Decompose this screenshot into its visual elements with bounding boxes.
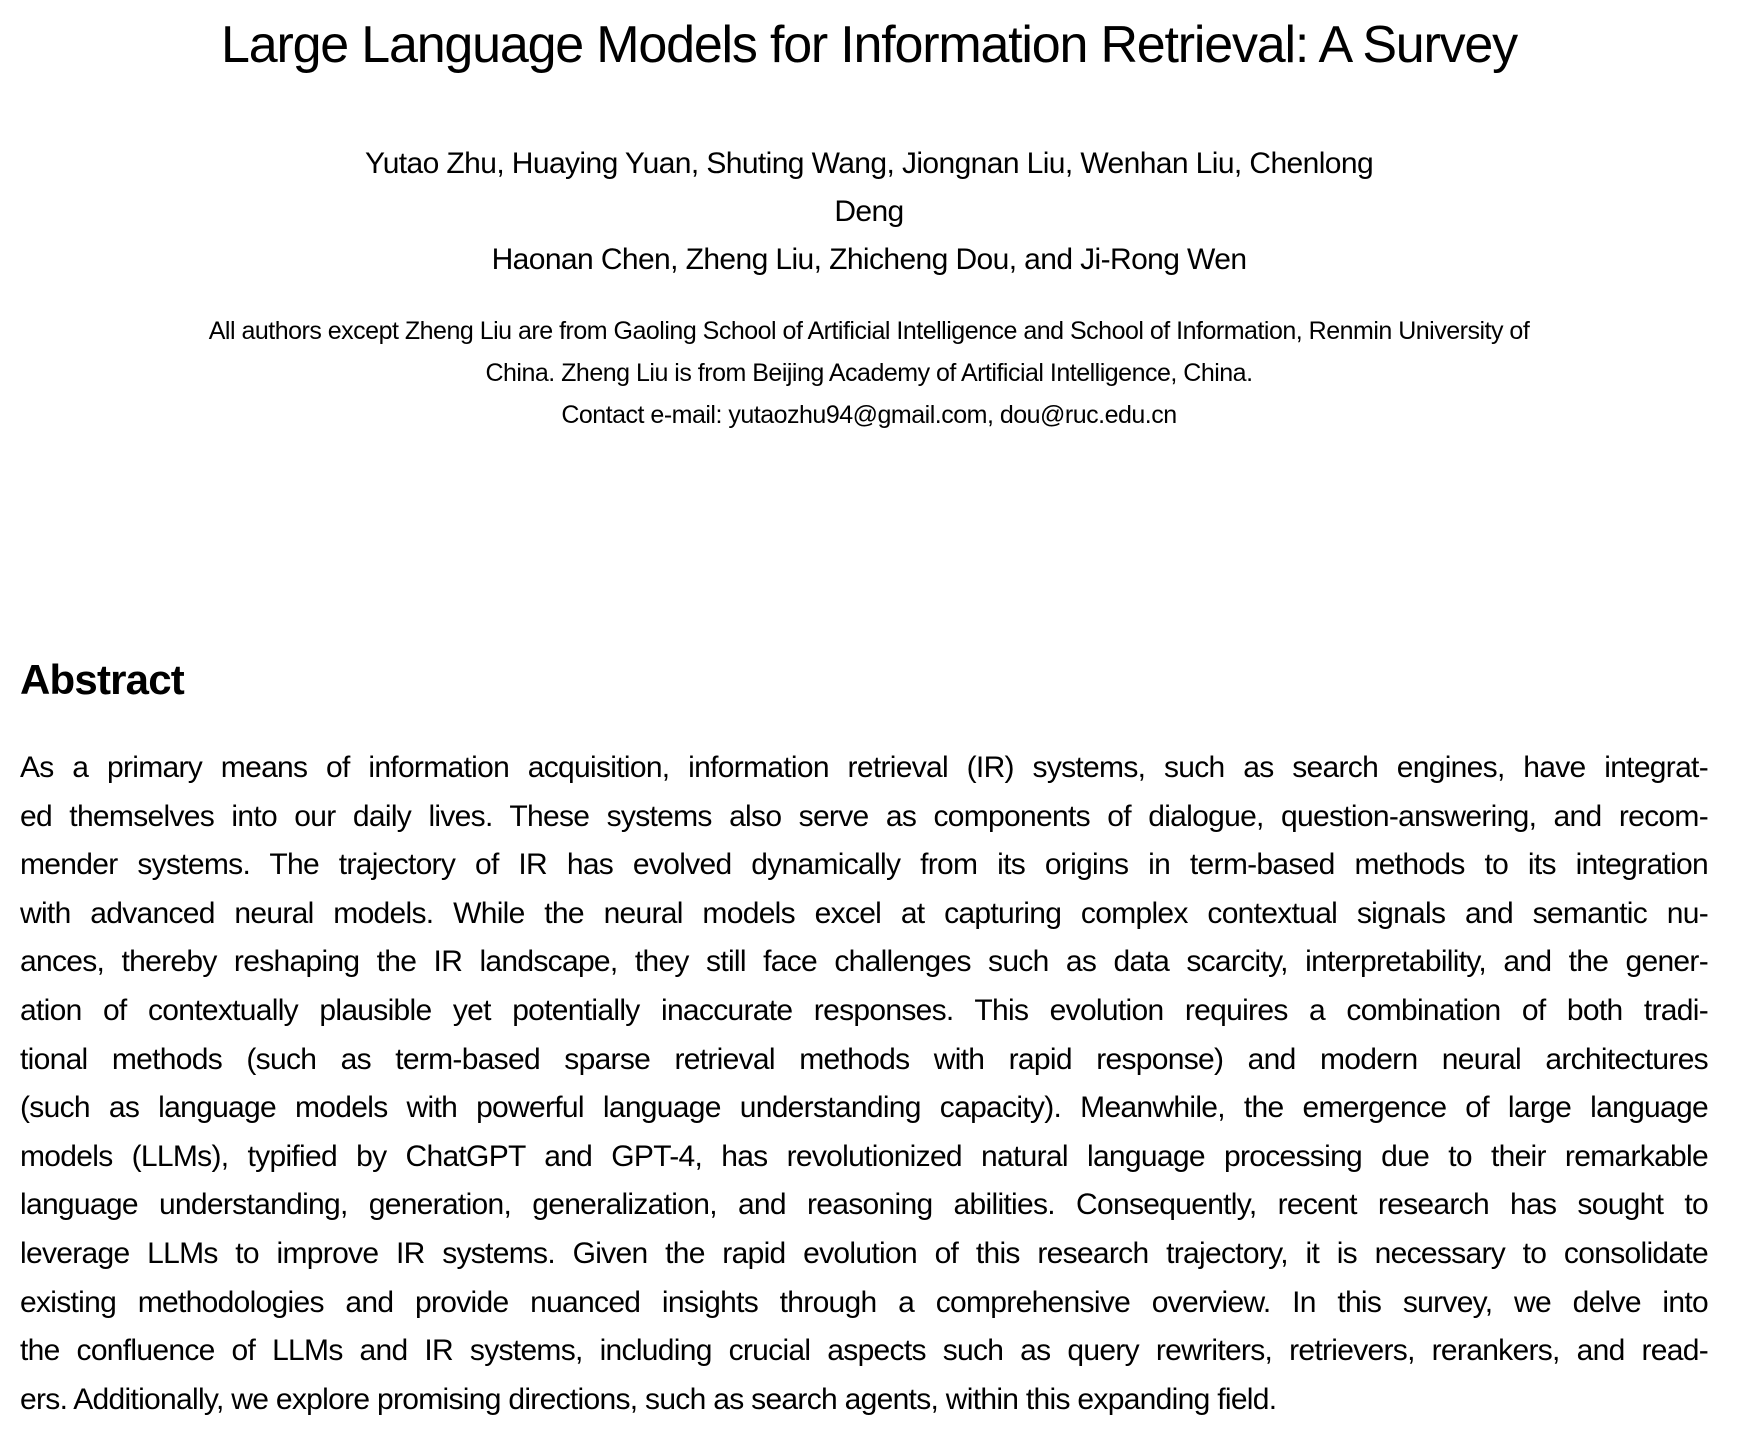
abstract-line: the confluence of LLMs and IR systems, including crucial aspects such as query rewriters, retrievers, rerankers, and read- <box>20 1334 1708 1368</box>
author-line: Haonan Chen, Zheng Liu, Zhicheng Dou, and Ji-Rong Wen <box>491 243 1247 276</box>
affiliation-line: China. Zheng Liu is from Beijing Academy of Artificial Intelligence, China. <box>485 359 1253 387</box>
abstract-line: (such as language models with powerful language understanding capacity). Meanwhile, the emergence of large language <box>20 1091 1708 1125</box>
abstract-line: ed themselves into our daily lives. These systems also serve as components of dialogue, question-answering, and recom- <box>20 799 1708 833</box>
abstract-line: ances, thereby reshaping the IR landscape, they still face challenges such as data scarcity, interpretability, and the gener- <box>20 945 1708 979</box>
abstract-line: mender systems. The trajectory of IR has evolved dynamically from its origins in term-based methods to its integration <box>20 848 1708 882</box>
author-line: Yutao Zhu, Huaying Yuan, Shuting Wang, Jiongnan Liu, Wenhan Liu, Chenlong <box>364 147 1374 180</box>
affiliation-block <box>0 310 1738 436</box>
abstract-line: models (LLMs), typified by ChatGPT and GPT-4, has revolutionized natural language processing due to their remarkable <box>20 1139 1708 1173</box>
abstract-line: with advanced neural models. While the neural models excel at capturing complex contextual signals and semantic nu- <box>20 896 1708 930</box>
abstract-line: language understanding, generation, generalization, and reasoning abilities. Consequently, recent research has sought to <box>20 1188 1708 1222</box>
contact-email-line: Contact e-mail: yutaozhu94@gmail.com, dou@ruc.edu.cn <box>561 401 1177 429</box>
abstract-line: existing methodologies and provide nuanced insights through a comprehensive overview. In this survey, we delve into <box>20 1285 1708 1319</box>
abstract-heading: Abstract <box>20 656 184 703</box>
abstract-line: tional methods (such as term-based sparse retrieval methods with rapid response) and modern neural architectures <box>20 1042 1708 1076</box>
abstract-line: leverage LLMs to improve IR systems. Given the rapid evolution of this research trajectory, it is necessary to consolidate <box>20 1236 1708 1270</box>
author-line: Deng <box>834 195 904 228</box>
author-list <box>0 140 1738 284</box>
abstract-line: ers. Additionally, we explore promising directions, such as search agents, within this expanding field. <box>20 1382 1277 1416</box>
abstract-body <box>20 744 1708 1424</box>
paper-title: Large Language Models for Information Retrieval: A Survey <box>221 16 1517 74</box>
affiliation-line: All authors except Zheng Liu are from Gaoling School of Artificial Intelligence and School of Information, Renmin University of <box>208 317 1530 345</box>
abstract-line: As a primary means of information acquisition, information retrieval (IR) systems, such as search engines, have integrat- <box>20 751 1708 784</box>
abstract-line: ation of contextually plausible yet potentially inaccurate responses. This evolution requires a combination of both tradi- <box>20 993 1708 1027</box>
